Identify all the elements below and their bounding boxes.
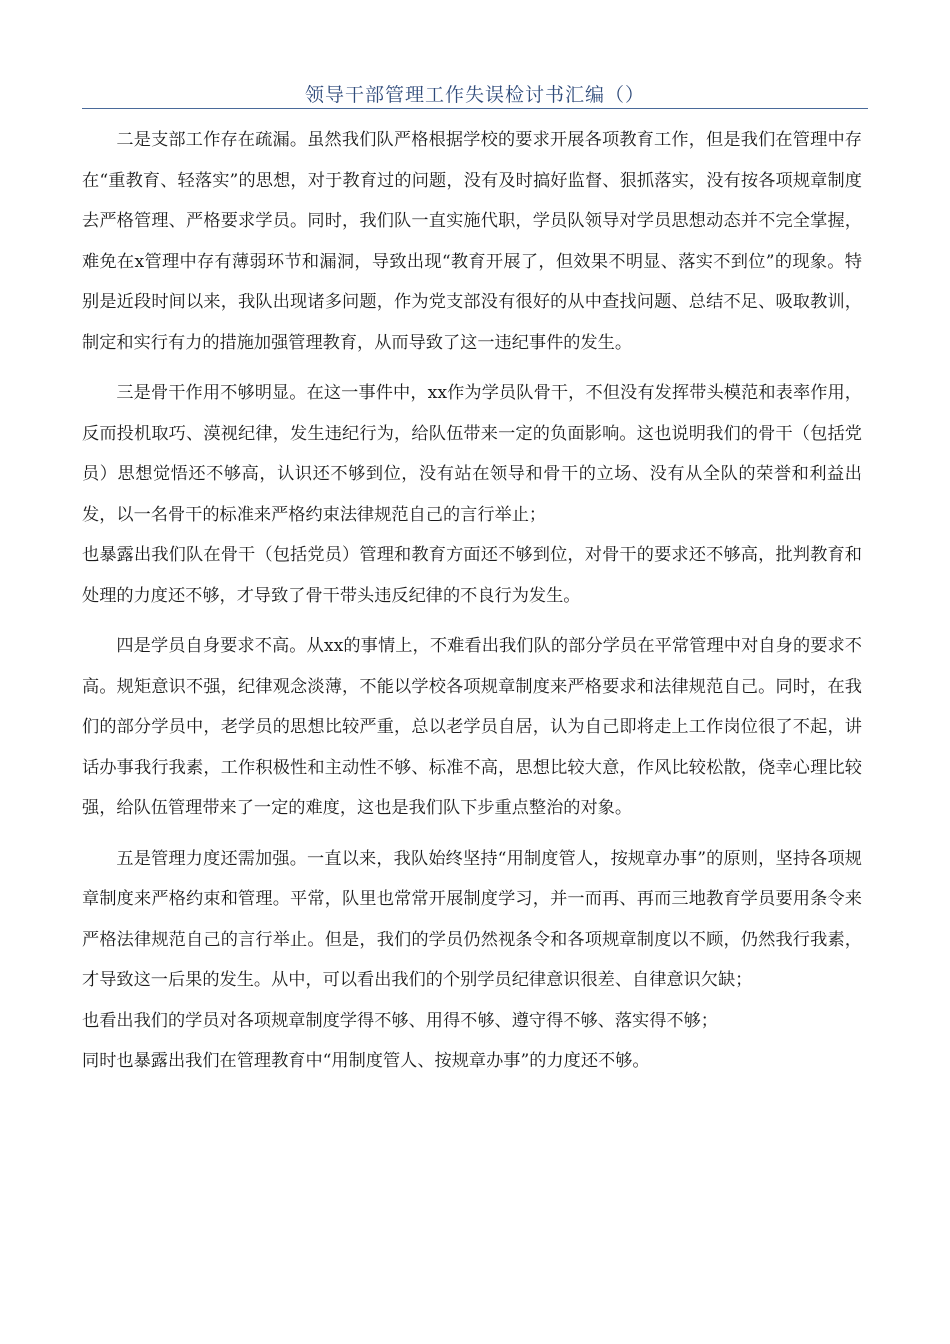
document-body xyxy=(82,120,862,1082)
document-title: 领导干部管理工作失误检讨书汇编（） xyxy=(304,84,645,106)
paragraph-backbone-role: 三是骨干作用不够明显。在这一事件中，xx作为学员队骨干，不但没有发挥带头模范和表率作用，反而投机取巧、漠视纪律，发生违纪行为，给队伍带来一定的负面影响。这也说明我们的骨干（包括党员）思想觉悟还不够高，认识还不够到位，没有站在领导和骨干的立场、没有从全队的荣誉和利益出发，以一名骨干的标准来严格约束法律规范自己的言行举止； xyxy=(82,383,862,525)
paragraph-management-strength: 五是管理力度还需加强。一直以来，我队始终坚持“用制度管人，按规章办事”的原则，坚持各项规章制度来严格约束和管理。平常，队里也常常开展制度学习，并一而再、再而三地教育学员要用条令来严格法律规范自己的言行举止。但是，我们的学员仍然视条令和各项规章制度以不顾，仍然我行我素，才导致这一后果的发生。从中，可以看出我们的个别学员纪律意识很差、自律意识欠缺； xyxy=(82,848,862,990)
paragraph-branch-work: 二是支部工作存在疏漏。虽然我们队严格根据学校的要求开展各项教育工作，但是我们在管理中存在“重教育、轻落实”的思想，对于教育过的问题，没有及时搞好监督、狠抓落实，没有按各项规章制度去严格管理、严格要求学员。同时，我们队一直实施代职，学员队领导对学员思想动态并不完全掌握，难免在x管理中存有薄弱环节和漏洞，导致出现“教育开展了，但效果不明显、落实不到位”的现象。特别是近段时间以来，我队出现诸多问题，作为党支部没有很好的从中查找问题、总结不足、吸取教训，制定和实行有力的措施加强管理教育，从而导致了这一违纪事件的发生。 xyxy=(82,130,862,353)
paragraph-management-exposure: 同时也暴露出我们在管理教育中“用制度管人、按规章办事”的力度还不够。 xyxy=(82,1051,650,1071)
paragraph-backbone-exposure: 也暴露出我们队在骨干（包括党员）管理和教育方面还不够到位，对骨干的要求还不够高，批判教育和处理的力度还不够，才导致了骨干带头违反纪律的不良行为发生。 xyxy=(82,545,862,606)
header-divider xyxy=(82,108,868,109)
paragraph-student-requirements: 四是学员自身要求不高。从xx的事情上，不难看出我们队的部分学员在平常管理中对自身的要求不高。规矩意识不强，纪律观念淡薄，不能以学校各项规章制度来严格要求和法律规范自己。同时，在我们的部分学员中，老学员的思想比较严重，总以老学员自居，认为自己即将走上工作岗位很了不起，讲话办事我行我素，工作积极性和主动性不够、标准不高，思想比较大意，作风比较松散，侥幸心理比较强，给队伍管理带来了一定的难度，这也是我们队下步重点整治的对象。 xyxy=(82,636,862,818)
paragraph-rules-learning: 也看出我们的学员对各项规章制度学得不够、用得不够、遵守得不够、落实得不够； xyxy=(82,1010,718,1031)
